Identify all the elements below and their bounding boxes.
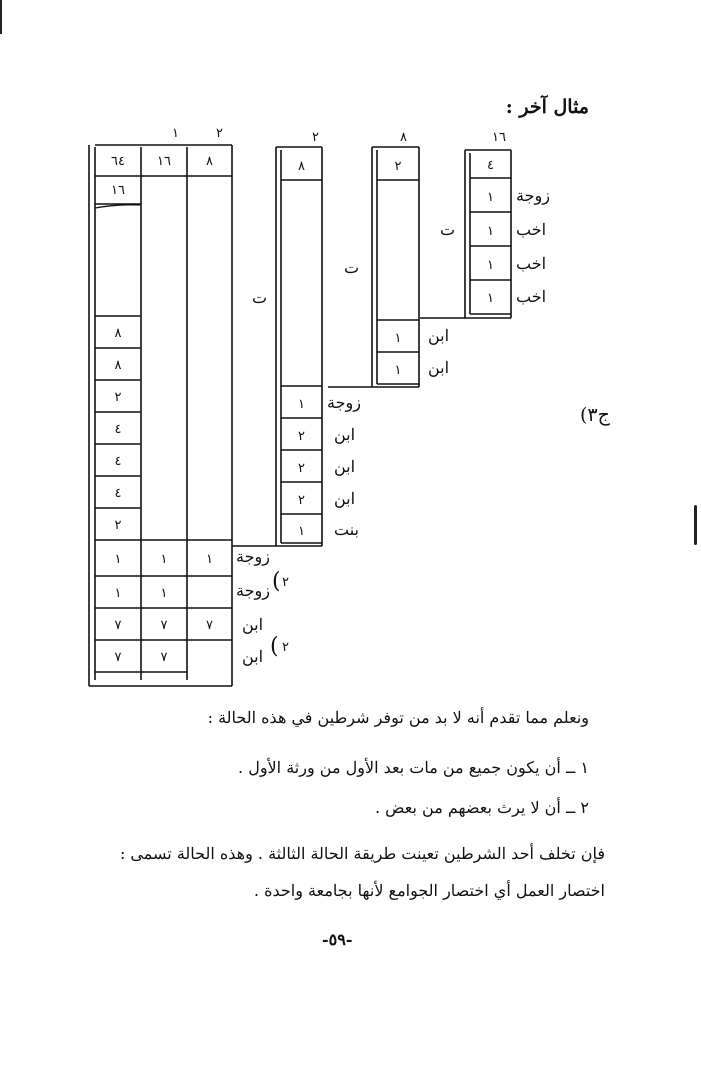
table4-top-number: ٢ <box>216 126 223 141</box>
table3-heir-label: ابن <box>334 457 356 476</box>
table1-cell: ١ <box>487 258 494 273</box>
table4-heir-label: ابن <box>242 647 264 666</box>
table4-col-a-cell: ١ <box>114 552 122 567</box>
table4-col-b-cell: ٧ <box>160 618 168 633</box>
table4-col-a-cell: ٢ <box>114 518 122 533</box>
table4-col-a-cell: ٤ <box>114 454 122 469</box>
table4-col-b-cell: ٧ <box>160 650 168 665</box>
table1-cell: ١ <box>487 190 494 205</box>
table1-heir-label: اخب <box>516 254 547 273</box>
table4-top-number: ١ <box>172 126 179 141</box>
page-number: -٥٩- <box>322 930 353 949</box>
table1-heir-label: اخب <box>516 220 547 239</box>
table4-col-a-cell: ٤ <box>114 422 122 437</box>
table4-heir-label: زوجة <box>236 547 270 566</box>
table2-t-mark: ت <box>344 258 360 277</box>
table4-col-b-cell: ١٦ <box>157 154 171 169</box>
table1-heir-label: زوجة <box>516 186 550 205</box>
table4-col-c-cell: ٨ <box>206 154 213 169</box>
table4-col-a-cell: ١ <box>114 586 122 601</box>
side-label: ج٣) <box>580 404 610 426</box>
paragraph: ١ ــ أن يكون جميع من مات بعد الأول من ورثة الأول . <box>238 758 589 777</box>
table3-heir-label: ابن <box>334 489 356 508</box>
table3-heir-label: ابن <box>334 425 356 444</box>
table1-cell: ٤ <box>487 158 494 173</box>
table2-cell: ١ <box>394 331 402 346</box>
table4-col-b-cell: ١ <box>160 552 168 567</box>
table4-col-a-cell: ٤ <box>114 486 122 501</box>
table1-cell: ١ <box>487 291 494 306</box>
table1-top-number: ١٦ <box>492 130 506 145</box>
table2-heir-label: ابن <box>428 358 450 377</box>
table4-brace-number: ٢ <box>282 575 289 590</box>
table1-cell: ١ <box>487 224 494 239</box>
table4-col-a-cell: ٧ <box>114 618 122 633</box>
table4-col-a-cell: ٨ <box>114 326 122 341</box>
paragraph: فإن تخلف أحد الشرطين تعينت طريقة الحالة الثالثة . وهذه الحالة تسمى : <box>119 844 605 863</box>
paragraph: ٢ ــ أن لا يرث بعضهم من بعض . <box>375 798 589 817</box>
table4-col-a-cell: ٨ <box>114 358 122 373</box>
paragraph: اختصار العمل أي اختصار الجوامع لأنها بجامعة واحدة . <box>253 881 605 900</box>
table2-cell: ١ <box>394 363 402 378</box>
table3-heir-label: زوجة <box>327 393 361 412</box>
table4-col-c-cell: ٧ <box>206 618 213 633</box>
table4-col-a-cell: ٦٤ <box>111 154 125 169</box>
table2-heir-label: ابن <box>428 326 450 345</box>
example-heading: مثال آخر : <box>505 96 589 118</box>
brace-mark: ( <box>272 569 281 594</box>
table3-cell: ٢ <box>298 493 305 508</box>
table4-brace-number: ٢ <box>282 640 289 655</box>
table3-cell: ٢ <box>298 461 305 476</box>
table3-cell: ١ <box>298 397 305 412</box>
table3-cell: ٢ <box>298 429 305 444</box>
table3-top-number: ٢ <box>312 130 319 145</box>
table4-col-c-cell: ١ <box>206 552 213 567</box>
table1-heir-label: اخب <box>516 287 547 306</box>
table4-heir-label: زوجة <box>236 581 270 600</box>
table4-col-a-cell: ١٦ <box>111 183 125 198</box>
table4-heir-label: ابن <box>242 615 264 634</box>
table3-cell: ٨ <box>298 159 305 174</box>
brace-mark: ( <box>270 634 279 659</box>
paragraph: ونعلم مما تقدم أنه لا بد من توفر شرطين في هذه الحالة : <box>207 708 589 727</box>
table2-top-number: ٨ <box>400 130 407 145</box>
table3-heir-label: بنت <box>334 520 359 539</box>
table2-cell: ٢ <box>394 159 402 174</box>
table3-t-mark: ت <box>252 288 268 307</box>
table4-col-a-cell: ٢ <box>114 390 122 405</box>
table3-cell: ١ <box>298 524 305 539</box>
table4-col-b-cell: ١ <box>160 586 168 601</box>
table1-t-mark: ت <box>440 220 456 239</box>
table4-col-a-cell: ٧ <box>114 650 122 665</box>
